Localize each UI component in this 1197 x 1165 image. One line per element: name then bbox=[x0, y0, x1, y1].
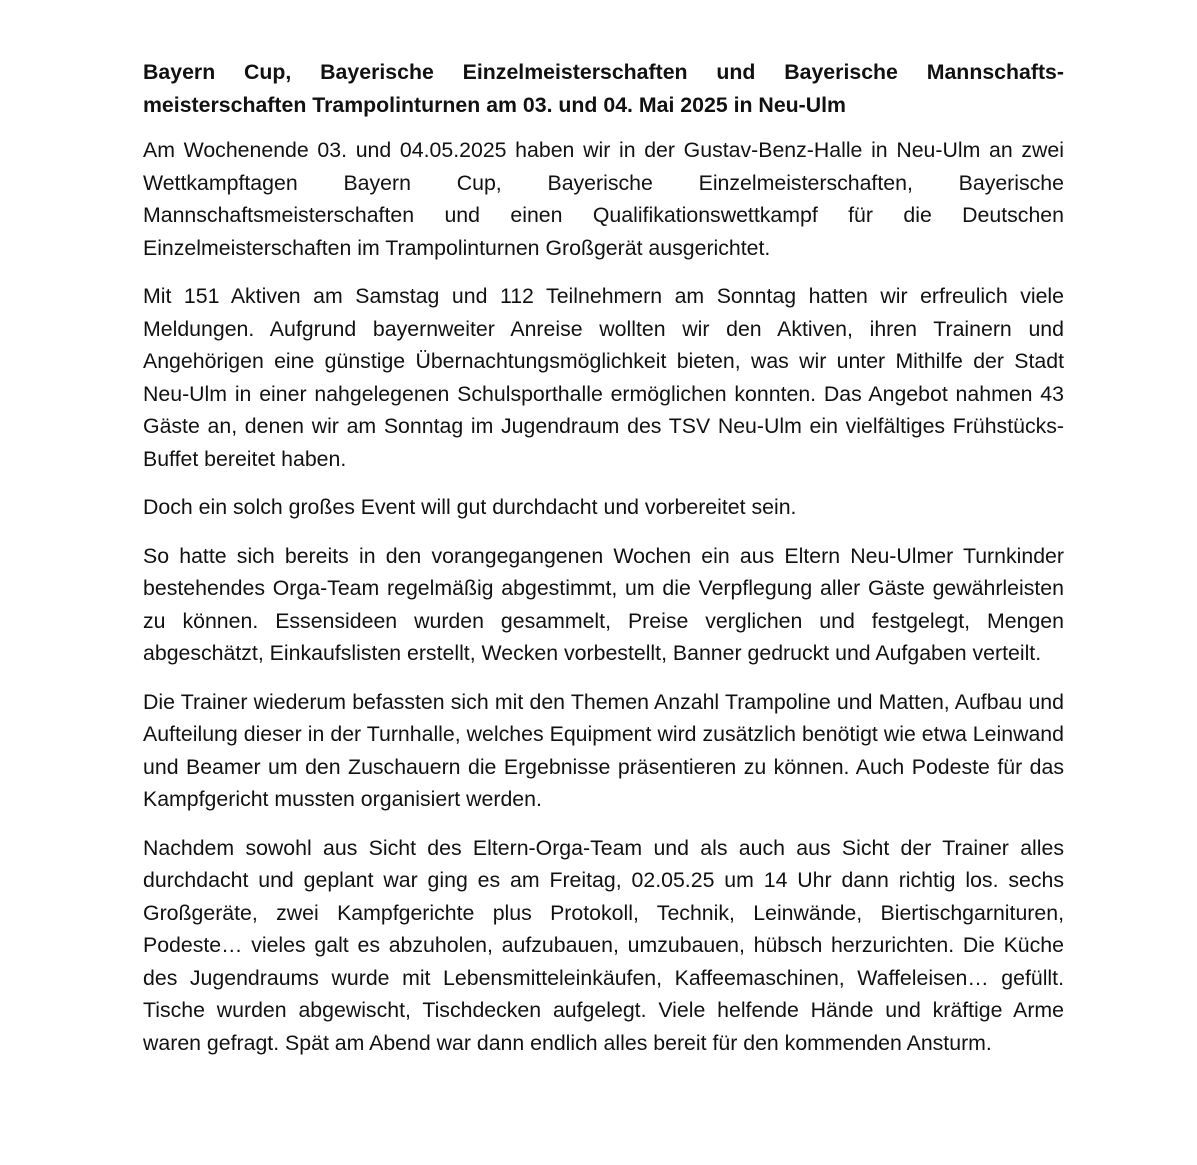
paragraph-2: Mit 151 Aktiven am Samstag und 112 Teilnehmern am Sonntag hatten wir erfreulich viele Meldungen. Aufgrund bayernweiter Anreise wollten wir den Aktiven, ihren Trainern und Angehörigen eine günstige Übernachtungsmöglichkeit bieten, was wir unter Mithilfe der Stadt Neu-Ulm in einer nahgelegenen Schulsporthalle ermöglichen konnten. Das Angebot nahmen 43 Gäste an, denen wir am Sonntag im Jugendraum des TSV Neu-Ulm ein vielfältiges Frühstücks-Buffet bereitet haben. bbox=[143, 284, 1064, 471]
paragraph-5: Die Trainer wiederum befassten sich mit den Themen Anzahl Trampoline und Matten, Aufbau und Aufteilung dieser in der Turnhalle, welches Equipment wird zusätzlich benötigt wie etwa Leinwand und Beamer um den Zuschauern die Ergebnisse präsentieren zu können. Auch Podeste für das Kampfgericht mussten organisiert werden. bbox=[143, 689, 1064, 811]
paragraph-3: Doch ein solch großes Event will gut durchdacht und vorbereitet sein. bbox=[143, 495, 797, 519]
document-title: Bayern Cup, Bayerische Einzelmeisterschaften und Bayerische Mannschaftsmeisterschaften Trampolinturnen am 03. und 04. Mai 2025 in Neu-Ulm bbox=[143, 60, 1064, 117]
paragraph-4: So hatte sich bereits in den vorangegangenen Wochen ein aus Eltern Neu-Ulmer Turnkinder bestehendes Orga-Team regelmäßig abgestimmt, um die Verpflegung aller Gäste gewährleisten zu können. Essensideen wurden gesammelt, Preise verglichen und festgelegt, Mengen abgeschätzt, Einkaufslisten erstellt, Wecken vorbestellt, Banner gedruckt und Aufgaben verteilt. bbox=[143, 543, 1064, 665]
paragraph-6: Nachdem sowohl aus Sicht des Eltern-Orga-Team und als auch aus Sicht der Trainer alles durchdacht und geplant war ging es am Freitag, 02.05.25 um 14 Uhr dann richtig los. sechs Großgeräte, zwei Kampfgerichte plus Protokoll, Technik, Leinwände, Biertischgarnituren, Podeste… vieles galt es abzuholen, aufzubauen, umzubauen, hübsch herzurichten. Die Küche des Jugendraums wurde mit Lebensmitteleinkäufen, Kaffeemaschinen, Waffeleisen… gefüllt. Tische wurden abgewischt, Tischdecken aufgelegt. Viele helfende Hände und kräftige Arme waren gefragt. Spät am Abend war dann endlich alles bereit für den kommenden Ansturm. bbox=[143, 835, 1064, 1055]
document-page bbox=[143, 56, 1064, 1059]
paragraph-1: Am Wochenende 03. und 04.05.2025 haben wir in der Gustav-Benz-Halle in Neu-Ulm an zwei Wettkampftagen Bayern Cup, Bayerische Einzelmeisterschaften, Bayerische Mannschaftsmeisterschaften und einen Qualifikationswettkampf für die Deutschen Einzelmeisterschaften im Trampolinturnen Großgerät ausgerichtet. bbox=[143, 138, 1064, 260]
